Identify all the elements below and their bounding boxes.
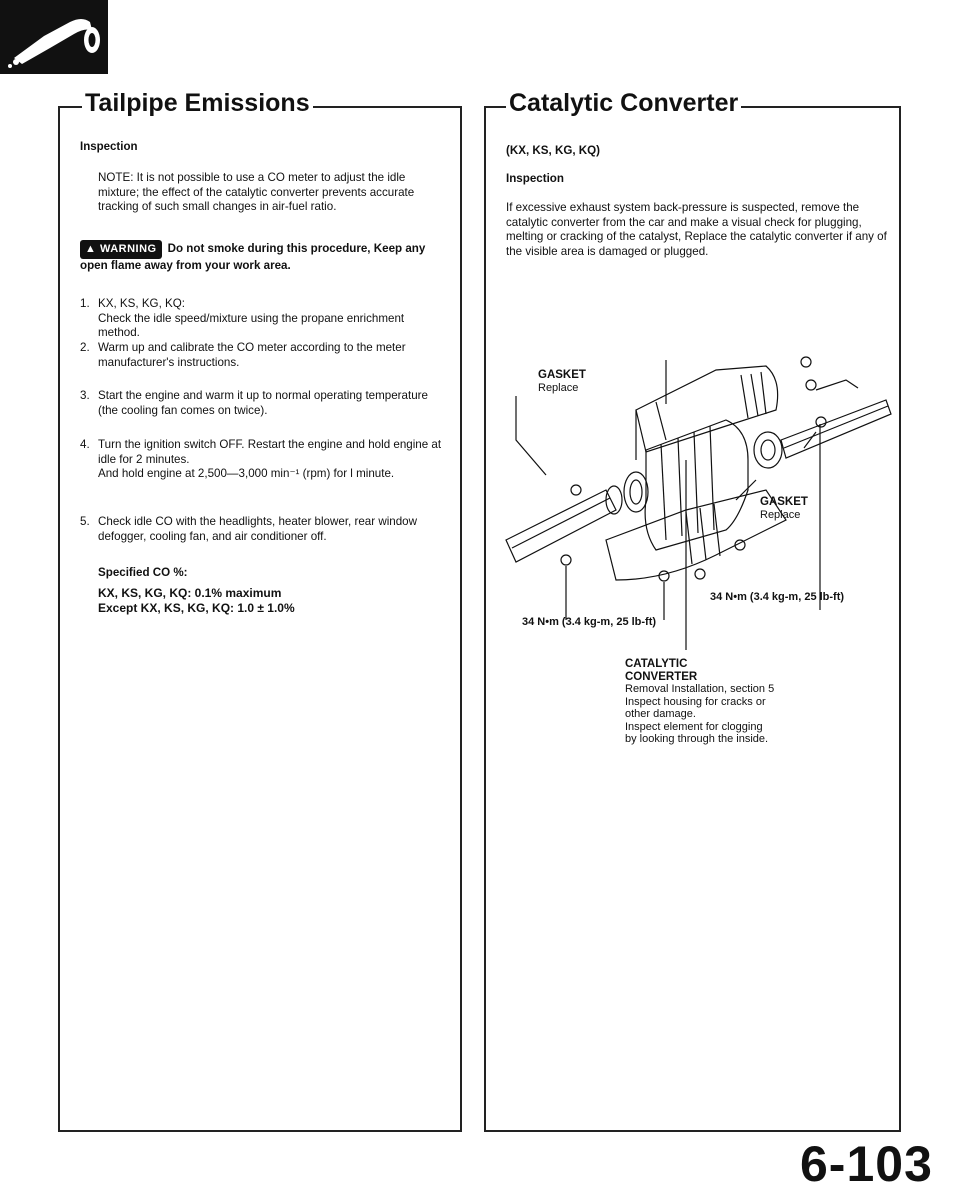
step-number: 2. (80, 341, 90, 354)
model-codes: (KX, KS, KG, KQ) (506, 144, 601, 157)
warning-text: Do not smoke during this procedure, Keep any open flame away from your work area. (80, 242, 426, 272)
catalytic-converter-title: Catalytic Converter (506, 89, 741, 117)
gasket-right-callout (760, 496, 808, 521)
inspection-heading: Inspection (506, 172, 564, 185)
callout-note: Inspect housing for cracks or (625, 695, 766, 708)
callout-note: Inspect element for clogging (625, 720, 763, 733)
spec-label: Specified CO %: (98, 566, 188, 579)
section-logo (0, 0, 108, 74)
callout-note: by looking through the inside. (625, 733, 769, 745)
step-text (98, 297, 448, 341)
exhaust-pipe-icon (0, 0, 108, 74)
step-line: Turn the ignition switch OFF. Restart the engine and hold engine at idle for 2 minutes. (98, 438, 442, 466)
callout-note: Removal Installation, section 5 (625, 683, 775, 695)
callout-title: GASKET (538, 369, 586, 381)
step-number: 3. (80, 389, 90, 402)
torque-right-callout: 34 N•m (3.4 kg-m, 25 lb-ft) (710, 591, 845, 603)
warning-badge-label: WARNING (99, 243, 157, 255)
callout-note: other damage. (625, 708, 696, 720)
step-number: 5. (80, 515, 90, 528)
catalytic-converter-callout (625, 658, 774, 746)
warning-block (80, 240, 450, 273)
torque-left-callout: 34 N•m (3.4 kg-m, 25 lb-ft) (522, 616, 657, 628)
spec-line: KX, KS, KG, KQ: 0.1% maximum (98, 586, 282, 600)
gasket-top-callout (538, 369, 586, 394)
step-text: Warm up and calibrate the CO meter according to the meter manufacturer's instructions. (98, 341, 406, 369)
step-line: Check the idle speed/mixture using the propane enrichment method. (98, 311, 405, 340)
step-number: 4. (80, 438, 90, 451)
tailpipe-emissions-title: Tailpipe Emissions (82, 89, 313, 117)
catalytic-converter-diagram (486, 340, 899, 650)
spec-line: Except KX, KS, KG, KQ: 1.0 ± 1.0% (98, 601, 295, 615)
step-number: 1. (80, 297, 90, 310)
callout-note: Replace (538, 381, 579, 394)
step-line: And hold engine at 2,500—3,000 min⁻¹ (rpm) for l minute. (98, 467, 395, 481)
step-text (98, 438, 448, 482)
callout-title: CONVERTER (625, 670, 698, 683)
callout-title: GASKET (760, 496, 808, 508)
callout-note: Replace (760, 508, 801, 521)
step-text: Start the engine and warm it up to normal operating temperature (the cooling fan comes on twice). (98, 389, 428, 417)
inspection-paragraph: If excessive exhaust system back-pressure is suspected, remove the catalytic converter from the car and make a visual check for plugging, melting or cracking of the catalyst, Replace the catalytic converter if any of the visible area is damaged or plugged. (506, 201, 887, 258)
inspection-heading: Inspection (80, 141, 138, 153)
callout-title: CATALYTIC (625, 658, 688, 670)
step-text: Check idle CO with the headlights, heater blower, rear window defogger, cooling fan, and air conditioner off. (98, 515, 417, 543)
step-line: KX, KS, KG, KQ: (98, 297, 185, 310)
page-number: 6-103 (800, 1136, 933, 1192)
co-meter-note: NOTE: It is not possible to use a CO meter to adjust the idle mixture; the effect of the catalytic converter prevents accurate tracking of such small changes in air-fuel ratio. (98, 171, 415, 214)
warning-badge: ▲ WARNING (80, 240, 162, 259)
